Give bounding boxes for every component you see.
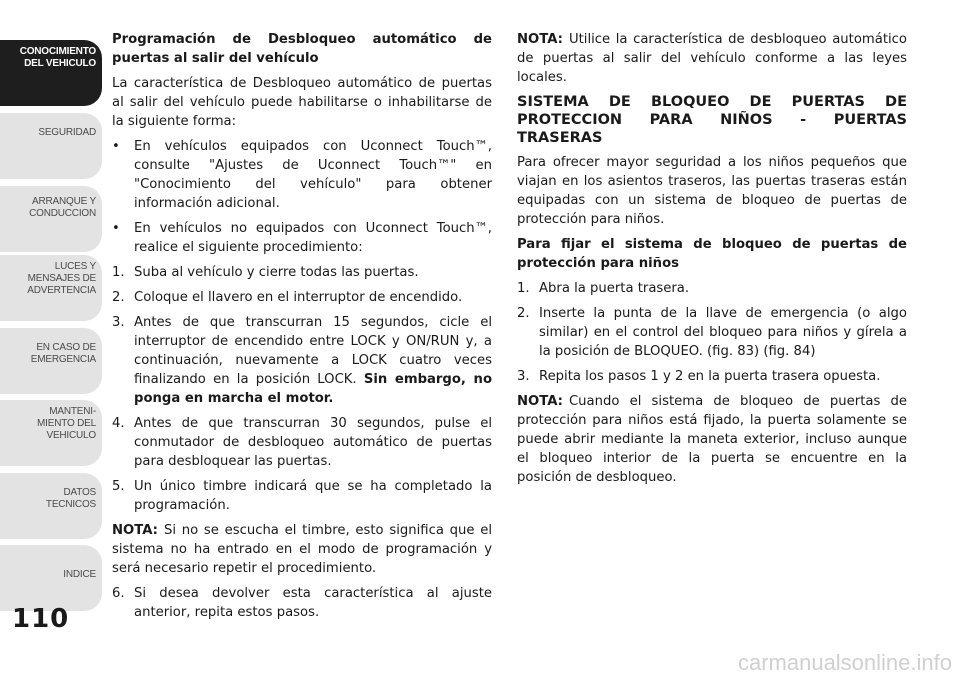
tab-label: ARRANQUE Y CONDUCCION xyxy=(29,196,96,219)
tab-label: INDICE xyxy=(63,569,96,580)
tab-label: DATOS TECNICOS xyxy=(45,487,96,510)
intro-paragraph: La característica de Desbloqueo automático de puertas al salir del vehículo puede habilitarse o inhabilitarse de la siguiente forma: xyxy=(112,76,492,129)
step-item xyxy=(517,304,907,361)
tab-en-caso-de-emergencia[interactable] xyxy=(0,328,102,394)
section-heading: Programación de Desbloqueo automático de puertas al salir del vehículo xyxy=(112,32,492,66)
step-item xyxy=(112,477,492,515)
step-number: 2. xyxy=(517,306,530,321)
step-number: 4. xyxy=(112,416,125,431)
step-text: Un único timbre indicará que se ha completado la programación. xyxy=(134,479,492,513)
note-text: Utilice la característica de desbloqueo automático de puertas al salir del vehículo conforme a las leyes locales. xyxy=(517,32,907,85)
step-text: Repita los pasos 1 y 2 en la puerta trasera opuesta. xyxy=(539,369,881,384)
note-label: NOTA: xyxy=(112,523,158,538)
right-column xyxy=(517,30,907,493)
step-warning: Sin embargo, no ponga en marcha el motor. xyxy=(134,372,493,406)
tab-label: MANTENI- MIENTO DEL VEHICULO xyxy=(37,406,96,441)
list-item-text: En vehículos no equipados con Uconnect Touch™, realice el siguiente procedimiento: xyxy=(134,221,492,255)
left-column xyxy=(112,30,492,628)
tab-indice[interactable] xyxy=(0,545,102,611)
step-text: Abra la puerta trasera. xyxy=(539,281,690,296)
step-number: 3. xyxy=(112,315,125,330)
section-paragraph: Para ofrecer mayor seguridad a los niños pequeños que viajan en los asientos traseros, las puertas traseras están equipadas con un sistema de bloqueo de puertas de protección para niños. xyxy=(517,155,907,227)
tab-luces-y-mensajes[interactable] xyxy=(0,255,102,321)
section-sidebar xyxy=(0,0,104,678)
section-heading: SISTEMA DE BLOQUEO DE PUERTAS DE PROTECCION PARA NIÑOS - PUERTAS TRASERAS xyxy=(517,94,907,146)
watermark: carmanualsonline.info xyxy=(737,650,952,675)
note-paragraph xyxy=(517,30,907,87)
list-item-text: En vehículos equipados con Uconnect Touch™, consulte "Ajustes de Uconnect Touch™" en "Conocimiento del vehículo" para obtener información adicional. xyxy=(134,139,492,211)
list-item: • En vehículos no equipados con Uconnect Touch™, realice el siguiente procedimiento: xyxy=(112,221,492,255)
step-text: Si desea devolver esta característica al ajuste anterior, repita estos pasos. xyxy=(134,586,492,620)
tab-label: LUCES Y MENSAJES DE ADVERTENCIA xyxy=(27,261,96,296)
tab-mantenimiento[interactable] xyxy=(0,400,102,466)
tab-arranque-y-conduccion[interactable] xyxy=(0,186,102,252)
step-text: Suba al vehículo y cierre todas las puertas. xyxy=(134,265,419,280)
step-number: 1. xyxy=(112,265,125,280)
step-number: 6. xyxy=(112,586,125,601)
note-label: NOTA: xyxy=(517,394,563,409)
step-text: Antes de que transcurran 30 segundos, pulse el conmutador de desbloqueo automático de puertas para desbloquear las puertas. xyxy=(134,416,492,469)
step-number: 1. xyxy=(517,281,530,296)
note-text: Cuando el sistema de bloqueo de puertas de protección para niños está fijado, la puerta solamente se puede abrir mediante la maneta exterior, incluso aunque el bloqueo interior de la puerta se encuentre en la posición de desbloqueo. xyxy=(517,394,907,485)
tab-seguridad[interactable] xyxy=(0,113,102,179)
tab-label: CONOCIMIENTO DEL VEHICULO xyxy=(19,46,96,69)
step-item xyxy=(112,313,492,408)
list-item: • En vehículos equipados con Uconnect Touch™, consulte "Ajustes de Uconnect Touch™" en "Conocimiento del vehículo" para obtener información adicional. xyxy=(112,139,492,211)
step-text: Inserte la punta de la llave de emergencia (o algo similar) en el control del bloqueo para niños y gírela a la posición de BLOQUEO. (fig. 83) (fig. 84) xyxy=(539,306,907,359)
step-item xyxy=(112,584,492,622)
step-item xyxy=(112,288,492,307)
tab-label: SEGURIDAD xyxy=(38,127,96,138)
step-text: Antes de que transcurran 15 segundos, cicle el interruptor de encendido entre LOCK y ON/RUN y, a continuación, nuevamente a LOCK cuatro veces finalizando en la posición LOCK. xyxy=(134,315,492,387)
step-text: Coloque el llavero en el interruptor de encendido. xyxy=(134,290,463,305)
step-number: 2. xyxy=(112,290,125,305)
step-item xyxy=(517,367,907,386)
note-label: NOTA: xyxy=(517,32,563,47)
step-item xyxy=(112,263,492,282)
tab-label: EN CASO DE EMERGENCIA xyxy=(30,342,96,365)
note-paragraph xyxy=(517,392,907,487)
tab-datos-tecnicos[interactable] xyxy=(0,473,102,539)
note-text: Si no se escucha el timbre, esto significa que el sistema no ha entrado en el modo de programación y será necesario repetir el procedimiento. xyxy=(112,523,492,576)
note-paragraph xyxy=(112,521,492,578)
subsection-heading: Para fijar el sistema de bloqueo de puertas de protección para niños xyxy=(517,237,907,271)
step-item xyxy=(517,279,907,298)
tab-conocimiento-del-vehiculo[interactable] xyxy=(0,40,102,106)
step-item xyxy=(112,414,492,471)
page-number: 110 xyxy=(12,604,70,634)
step-number: 3. xyxy=(517,369,530,384)
step-number: 5. xyxy=(112,479,125,494)
